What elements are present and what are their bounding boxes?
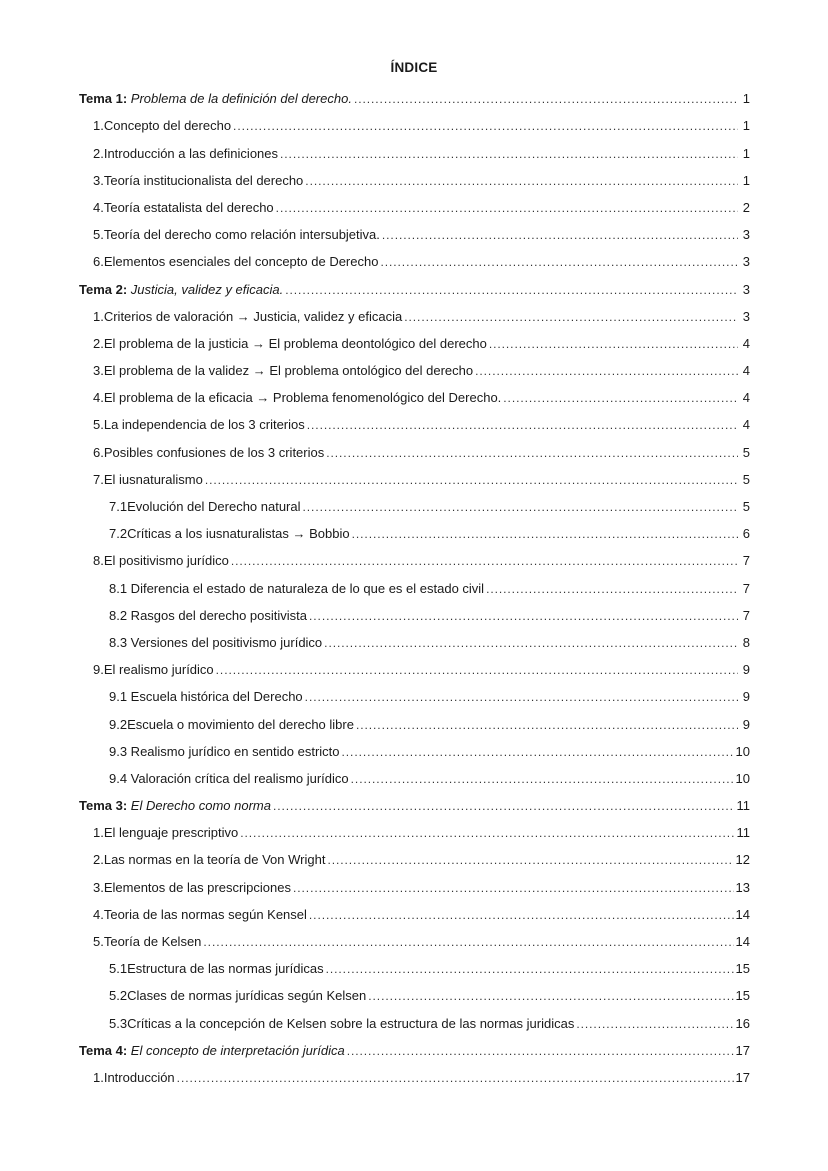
toc-entry-label [109, 581, 484, 597]
toc-entry-label [93, 390, 501, 406]
toc-page-number: 3 [742, 308, 750, 324]
toc-entry-title: 4.Teoria de las normas según Kensel [93, 906, 307, 922]
toc-page-number: 1 [742, 91, 750, 107]
toc-subsection-entry[interactable] [79, 1008, 750, 1035]
dot-leader [327, 852, 733, 868]
toc-section-entry[interactable] [79, 302, 750, 329]
dot-leader [285, 282, 738, 298]
dot-leader [356, 717, 738, 733]
toc-entry-label [93, 118, 231, 134]
toc-page-number: 7 [742, 607, 750, 623]
toc-page-number: 6 [742, 526, 750, 542]
toc-page-number: 9 [742, 716, 750, 732]
toc-entry-title: 9.4 Valoración crítica del realismo jurídico [109, 770, 349, 786]
toc-entry-label [79, 1043, 345, 1059]
toc-chapter-number: Tema 3: [79, 798, 128, 814]
toc-entry-title: 7.El iusnaturalismo [93, 471, 203, 487]
toc-entry-label [109, 635, 322, 651]
toc-entry-title: 6.Posibles confusiones de los 3 criterios [93, 444, 325, 460]
toc-entry-label [93, 907, 307, 923]
toc-page-number: 7 [742, 580, 750, 596]
toc-entry-label [109, 608, 307, 624]
toc-entry-label [93, 146, 278, 162]
dot-leader [305, 173, 738, 189]
toc-section-entry[interactable] [79, 1063, 750, 1090]
toc-chapter-number: Tema 1: [79, 91, 128, 107]
toc-chapter-title: Justicia, validez y eficacia. [130, 281, 284, 297]
toc-entry-label [93, 880, 291, 896]
toc-page-number: 4 [742, 363, 750, 379]
dot-leader [231, 553, 738, 569]
toc-entry-title: 1.Criterios de valoración → Justicia, validez y eficacia [93, 308, 403, 324]
toc-entry-title: 3.Teoría institucionalista del derecho [93, 172, 304, 188]
toc-subsection-entry[interactable] [79, 492, 750, 519]
toc-entry-label [93, 173, 303, 189]
dot-leader [240, 825, 734, 841]
toc-chapter-title: El Derecho como norma [130, 798, 271, 814]
toc-section-entry[interactable] [79, 247, 750, 274]
dot-leader [203, 934, 733, 950]
toc-page-number: 13 [735, 879, 750, 895]
dot-leader [475, 363, 738, 379]
toc-page-number: 3 [742, 254, 750, 270]
toc-entry-label [93, 309, 402, 325]
toc-entry-title: 4.Teoría estatalista del derecho [93, 199, 274, 215]
toc-entry-label [109, 499, 301, 515]
dot-leader [486, 581, 738, 597]
toc-entry-title: 1.El lenguaje prescriptivo [93, 825, 239, 841]
dot-leader [324, 635, 738, 651]
toc-page-number: 4 [742, 417, 750, 433]
toc-chapter-entry[interactable] [79, 1036, 750, 1063]
toc-entry-label [109, 717, 354, 733]
dot-leader [303, 499, 738, 515]
toc-page-number: 8 [742, 634, 750, 650]
toc-section-entry[interactable] [79, 845, 750, 872]
dot-leader [233, 118, 738, 134]
toc-subsection-entry[interactable] [79, 628, 750, 655]
dot-leader [351, 771, 734, 787]
toc-entry-title: 6.Elementos esenciales del concepto de Derecho [93, 254, 379, 270]
dot-leader [354, 91, 738, 107]
toc-section-entry[interactable] [79, 111, 750, 138]
toc-entry-label [93, 336, 487, 352]
toc-page-number: 12 [735, 852, 750, 868]
toc-section-entry[interactable] [79, 220, 750, 247]
toc-entry-label [93, 254, 378, 270]
toc-subsection-entry[interactable] [79, 764, 750, 791]
toc-entry-title: 9.2Escuela o movimiento del derecho libre [109, 716, 354, 732]
toc-page-number: 16 [735, 1015, 750, 1031]
toc-page-number: 4 [742, 335, 750, 351]
dot-leader [326, 445, 738, 461]
toc-entry-title: 7.2Críticas a los iusnaturalistas → Bobbio [109, 526, 350, 542]
toc-entry-label [109, 988, 366, 1004]
toc-entry-label [109, 689, 303, 705]
toc-page-number: 17 [735, 1042, 750, 1058]
toc-entry-label [93, 417, 305, 433]
toc-entry-title: 2.El problema de la justicia → El problema deontológico del derecho [93, 335, 487, 351]
dot-leader [309, 907, 734, 923]
toc-chapter-number: Tema 2: [79, 281, 128, 297]
toc-page-number: 9 [742, 662, 750, 678]
toc-entry-label [93, 825, 238, 841]
toc-entry-label [93, 227, 380, 243]
toc-entry-label [93, 363, 473, 379]
toc-entry-title: 5.1Estructura de las normas jurídicas [109, 961, 324, 977]
toc-entry-title: 1.Concepto del derecho [93, 118, 232, 134]
dot-leader [503, 390, 738, 406]
toc-chapter-entry[interactable] [79, 84, 750, 111]
dot-leader [307, 417, 738, 433]
toc-section-entry[interactable] [79, 546, 750, 573]
toc-entry-label [79, 282, 283, 298]
toc-subsection-entry[interactable] [79, 519, 750, 546]
toc-chapter-entry[interactable] [79, 274, 750, 301]
toc-section-entry[interactable] [79, 356, 750, 383]
page-title: ÍNDICE [390, 60, 438, 75]
toc-entry-label [109, 744, 340, 760]
toc-chapter-number: Tema 4: [79, 1042, 128, 1058]
toc-entry-label [93, 934, 201, 950]
dot-leader [216, 662, 738, 678]
toc-page-number: 11 [736, 798, 750, 814]
toc-section-entry[interactable] [79, 655, 750, 682]
toc-page-number: 10 [735, 743, 750, 759]
toc-section-entry[interactable] [79, 166, 750, 193]
toc-entry-title: 8.1 Diferencia el estado de naturaleza de lo que es el estado civil [109, 580, 485, 596]
toc-chapter-title: Problema de la definición del derecho. [130, 91, 352, 107]
toc-entry-label [93, 852, 325, 868]
toc-page-number: 15 [735, 988, 750, 1004]
toc-page-number: 3 [742, 227, 750, 243]
dot-leader [293, 880, 734, 896]
toc-subsection-entry[interactable] [79, 737, 750, 764]
toc-entry-label [109, 961, 324, 977]
dot-leader [273, 798, 735, 814]
dot-leader [309, 608, 738, 624]
dot-leader [489, 336, 738, 352]
toc-entry-title: 5.La independencia de los 3 criterios [93, 417, 305, 433]
toc-page-number: 1 [742, 145, 750, 161]
dot-leader [177, 1070, 734, 1086]
toc-entry-label [109, 1016, 574, 1032]
toc-page-number: 2 [742, 199, 750, 215]
toc-page-number: 7 [742, 553, 750, 569]
toc-page-number: 14 [735, 934, 750, 949]
toc-entry-title: 5.3Críticas a la concepción de Kelsen sobre la estructura de las normas juridicas [109, 1015, 575, 1031]
toc-entry-label [109, 526, 350, 542]
dot-leader [305, 689, 738, 705]
toc-subsection-entry[interactable] [79, 981, 750, 1008]
dot-leader [382, 227, 738, 243]
toc-subsection-entry[interactable] [79, 954, 750, 981]
dot-leader [404, 309, 738, 325]
toc-page-number: 15 [735, 961, 750, 977]
table-of-contents [79, 84, 750, 1090]
toc-entry-title: 5.2Clases de normas jurídicas según Kelsen [109, 988, 367, 1004]
toc-chapter-title: El concepto de interpretación jurídica [130, 1042, 345, 1058]
toc-page-number: 4 [742, 390, 750, 406]
toc-entry-label [93, 553, 229, 569]
toc-subsection-entry[interactable] [79, 709, 750, 736]
toc-section-entry[interactable] [79, 900, 750, 927]
toc-page-number: 1 [742, 172, 750, 188]
toc-section-entry[interactable] [79, 872, 750, 899]
toc-section-entry[interactable] [79, 329, 750, 356]
dot-leader [380, 254, 738, 270]
dot-leader [368, 988, 733, 1004]
toc-entry-title: 5.Teoría de Kelsen [93, 934, 202, 949]
toc-page-number: 3 [742, 281, 750, 297]
dot-leader [280, 146, 738, 162]
dot-leader [347, 1043, 734, 1059]
toc-entry-title: 3.Elementos de las prescripciones [93, 879, 291, 895]
toc-section-entry[interactable] [79, 437, 750, 464]
toc-chapter-entry[interactable] [79, 791, 750, 818]
dot-leader [276, 200, 738, 216]
toc-entry-label [93, 472, 203, 488]
toc-entry-title: 9.3 Realismo jurídico en sentido estricto [109, 743, 340, 759]
toc-entry-title: 1.Introducción [93, 1069, 175, 1085]
toc-entry-label [93, 1070, 175, 1086]
toc-page-number: 11 [736, 825, 750, 841]
toc-section-entry[interactable] [79, 383, 750, 410]
toc-page-number: 5 [742, 471, 750, 487]
toc-entry-label [93, 662, 214, 678]
toc-entry-title: 8.El positivismo jurídico [93, 553, 229, 569]
toc-entry-title: 4.El problema de la eficacia → Problema fenomenológico del Derecho. [93, 390, 502, 406]
toc-page-number: 1 [742, 118, 750, 134]
toc-entry-title: 9.El realismo jurídico [93, 662, 214, 678]
toc-section-entry[interactable] [79, 927, 750, 954]
toc-subsection-entry[interactable] [79, 682, 750, 709]
toc-subsection-entry[interactable] [79, 601, 750, 628]
toc-entry-title: 9.1 Escuela histórica del Derecho [109, 689, 303, 705]
toc-entry-label [93, 200, 274, 216]
toc-section-entry[interactable] [79, 465, 750, 492]
toc-page-number: 5 [742, 444, 750, 460]
toc-subsection-entry[interactable] [79, 573, 750, 600]
toc-entry-title: 8.3 Versiones del positivismo jurídico [109, 634, 323, 650]
toc-entry-label [93, 445, 324, 461]
toc-entry-title: 7.1Evolución del Derecho natural [109, 499, 301, 514]
toc-entry-label [79, 798, 271, 814]
dot-leader [205, 472, 738, 488]
dot-leader [576, 1016, 733, 1032]
toc-page-number: 17 [735, 1069, 750, 1085]
toc-entry-label [109, 771, 349, 787]
toc-entry-title: 2.Las normas en la teoría de Von Wright [93, 852, 326, 868]
toc-section-entry[interactable] [79, 818, 750, 845]
dot-leader [342, 744, 734, 760]
toc-section-entry[interactable] [79, 138, 750, 165]
toc-entry-label [79, 91, 352, 107]
toc-entry-title: 2.Introducción a las definiciones [93, 145, 279, 161]
toc-page-number: 9 [742, 689, 750, 705]
toc-section-entry[interactable] [79, 193, 750, 220]
toc-page-number: 10 [735, 770, 750, 786]
toc-page-number: 14 [735, 906, 750, 922]
toc-entry-title: 8.2 Rasgos del derecho positivista [109, 607, 308, 623]
dot-leader [326, 961, 734, 977]
dot-leader [352, 526, 738, 542]
toc-entry-title: 3.El problema de la validez → El problema ontológico del derecho [93, 363, 474, 379]
toc-page-number: 5 [742, 499, 750, 514]
toc-entry-title: 5.Teoría del derecho como relación intersubjetiva. [93, 227, 380, 243]
toc-section-entry[interactable] [79, 410, 750, 437]
